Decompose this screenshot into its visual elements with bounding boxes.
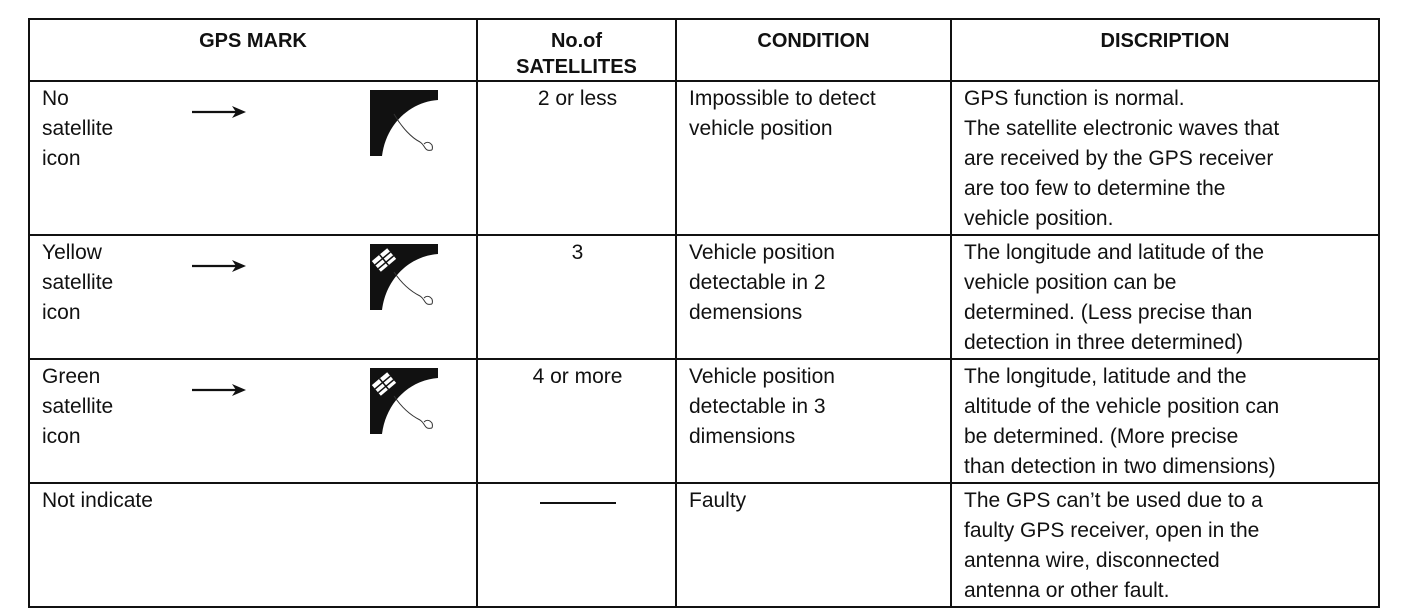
mark-label: Not indicate <box>42 489 153 512</box>
description-cell: The longitude, latitude and the altitude of the vehicle position can be determined. (More precise than detection in two dimensions) <box>951 359 1379 483</box>
satellites-cell: 3 <box>477 235 676 359</box>
satellites-cell: 2 or less <box>477 81 676 235</box>
condition-cell: Vehicle position detectable in 3 dimensions <box>676 359 951 483</box>
header-description: DISCRIPTION <box>951 19 1379 81</box>
green-satellite-icon <box>368 366 440 436</box>
description-cell: The longitude and latitude of the vehicle position can be determined. (Less precise than detection in three determined) <box>951 235 1379 359</box>
gps-mark-cell <box>29 235 477 359</box>
gps-mark-cell <box>29 359 477 483</box>
gps-mark-cell <box>29 483 477 607</box>
gps-mark-table <box>28 18 1380 608</box>
gps-mark-cell <box>29 81 477 235</box>
right-arrow-icon <box>192 104 246 120</box>
table-row <box>29 235 1379 359</box>
description-cell: The GPS can’t be used due to a faulty GPS receiver, open in the antenna wire, disconnected antenna or other fault. <box>951 483 1379 607</box>
satellites-cell <box>477 483 676 607</box>
header-satellites: No.of SATELLITES <box>477 19 676 81</box>
header-gps-mark: GPS MARK <box>29 19 477 81</box>
table-row <box>29 81 1379 235</box>
no-satellite-icon <box>368 88 440 158</box>
mark-label: Yellow satellite icon <box>42 241 114 324</box>
table-row <box>29 359 1379 483</box>
satellites-cell: 4 or more <box>477 359 676 483</box>
mark-label: No satellite icon <box>42 87 114 170</box>
header-condition: CONDITION <box>676 19 951 81</box>
condition-cell: Vehicle position detectable in 2 demensions <box>676 235 951 359</box>
table-row <box>29 483 1379 607</box>
condition-cell: Faulty <box>676 483 951 607</box>
dash-line <box>540 502 616 504</box>
header-row <box>29 19 1379 81</box>
condition-cell: Impossible to detect vehicle position <box>676 81 951 235</box>
yellow-satellite-icon <box>368 242 440 312</box>
right-arrow-icon <box>192 382 246 398</box>
right-arrow-icon <box>192 258 246 274</box>
mark-label: Green satellite icon <box>42 365 114 448</box>
description-cell: GPS function is normal. The satellite electronic waves that are received by the GPS receiver are too few to determine the vehicle position. <box>951 81 1379 235</box>
